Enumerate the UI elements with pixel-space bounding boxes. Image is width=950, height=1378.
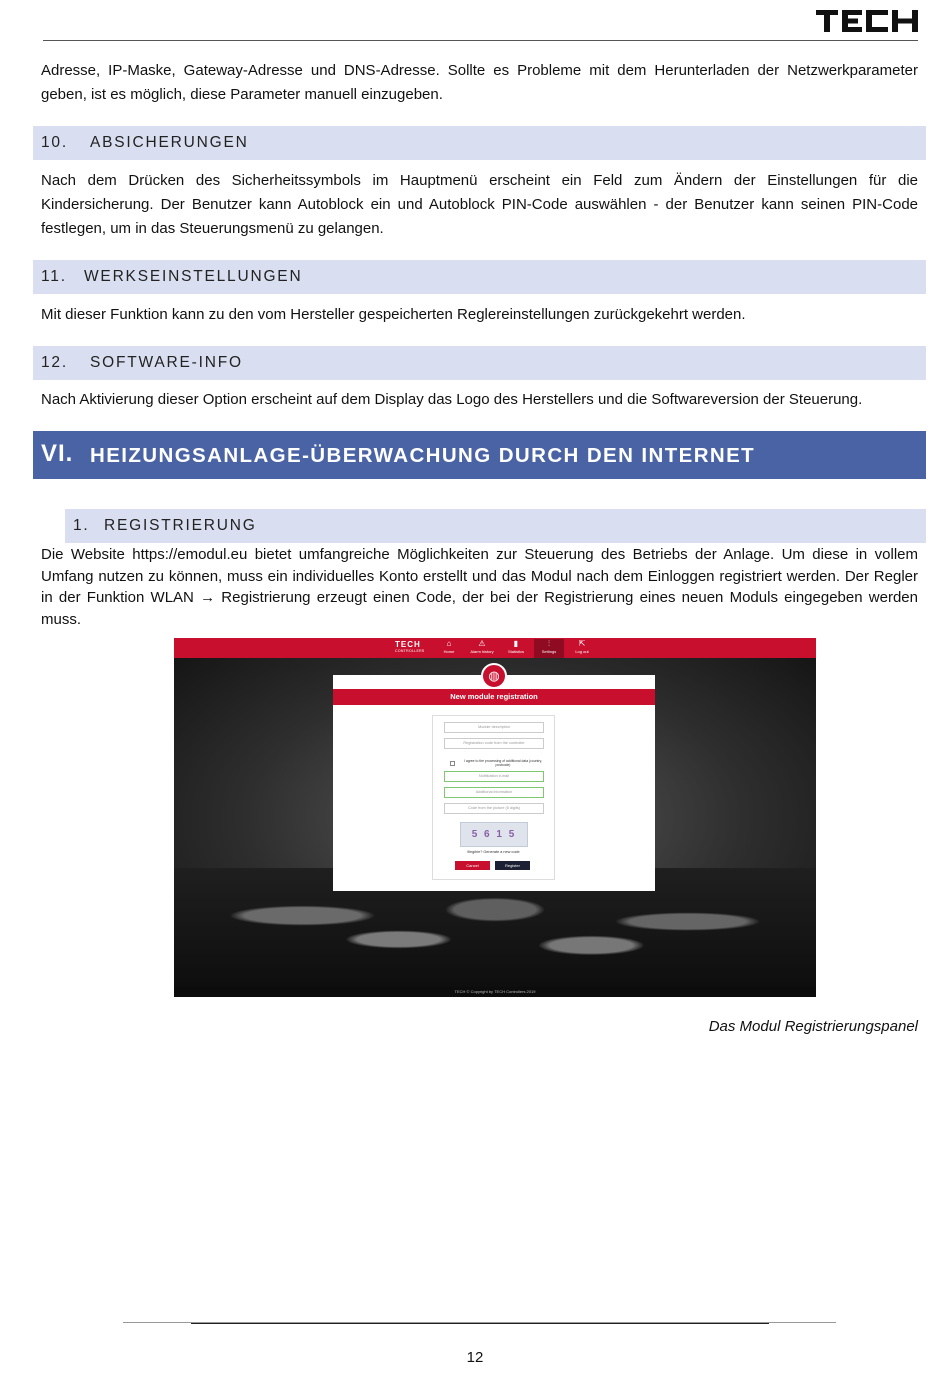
- section-heading-10: [33, 126, 926, 160]
- nav-label: Alarm history: [470, 649, 494, 654]
- nav-label: Log out: [575, 649, 589, 654]
- page-number: 12: [466, 1349, 484, 1366]
- chapter-number: VI.: [41, 440, 74, 467]
- footer-rule-inner: [191, 1323, 769, 1324]
- subsection-text: Die Website https://emodul.eu bietet umfangreiche Möglichkeiten zur Steuerung des Betriebs der Anlage. Um diese in vollem Umfang nutzen zu können, muss ein individuelles Konto erstellt und das Modul nach dem Einloggen registriert werden. Der Regler in der Funktion WLAN → Registrierung erzeugt einen Code, der bei der Registrierung eines neuen Moduls eingegeben werden muss.: [41, 546, 918, 628]
- warning-icon: ⚠: [478, 639, 486, 648]
- section-title: WERKSEINSTELLUNGEN: [84, 268, 303, 285]
- section-title: SOFTWARE-INFO: [90, 354, 243, 371]
- chapter-title: HEIZUNGSANLAGE-ÜBERWACHUNG DURCH DEN INTERNET: [90, 444, 756, 467]
- section-heading-12: [33, 346, 926, 380]
- nav-brand-name: TECH: [395, 640, 421, 649]
- nav-log-out[interactable]: [569, 639, 595, 658]
- section-12-text: Nach Aktivierung dieser Option erscheint auf dem Display das Logo des Herstellers und die Softwareversion der Steuerung.: [41, 391, 863, 408]
- intro-paragraph: Adresse, IP-Maske, Gateway-Adresse und DNS-Adresse. Sollte es Probleme mit dem Herunterladen der Netzwerkparameter geben, ist es möglich, diese Parameter manuell einzugeben.: [41, 62, 918, 103]
- nav-alarm-history[interactable]: [466, 639, 498, 658]
- cancel-button[interactable]: Cancel: [455, 861, 490, 870]
- registration-modal: [333, 668, 655, 891]
- captcha-image: 5 6 1 5: [460, 822, 528, 847]
- subsection-heading: [65, 509, 926, 543]
- nav-brand-sub: CONTROLLERS: [395, 649, 425, 653]
- registration-code-input[interactable]: Registration code from the controller: [444, 738, 544, 749]
- nav-brand: [395, 641, 425, 654]
- section-number: 11.: [41, 268, 67, 285]
- notification-email-input[interactable]: Notification e-mail: [444, 771, 544, 782]
- subsection-number: 1.: [73, 517, 90, 534]
- section-10-text: Nach dem Drücken des Sicherheitssymbols im Hauptmenü erscheint ein Feld zum Ändern der Einstellungen für die Kindersicherung. Der Benutzer kann Autoblock ein und Autoblock PIN-Code auswählen - der Benutzer kann seinen PIN-Code festlegen, um in das Steuerungsmenü zu gelangen.: [41, 172, 918, 237]
- header-rule: [43, 40, 918, 41]
- subsection-title: REGISTRIERUNG: [104, 517, 257, 534]
- screenshot-footer: TECH © Copyright by TECH Controllers 2019: [174, 987, 816, 997]
- section-number: 12.: [41, 354, 68, 371]
- section-11-text: Mit dieser Funktion kann zu den vom Hersteller gespeicherten Reglereinstellungen zurückgekehrt werden.: [41, 306, 746, 323]
- section-title: ABSICHERUNGEN: [90, 134, 249, 151]
- modal-title: New module registration: [333, 689, 655, 705]
- globe-icon: ◍: [481, 663, 507, 689]
- section-number: 10.: [41, 134, 68, 151]
- logout-icon: ⇱: [578, 639, 586, 648]
- agree-label: I agree to the processing of additional data (country, postcode): [464, 759, 542, 767]
- register-button[interactable]: Register: [495, 861, 530, 870]
- registration-screenshot: [174, 638, 816, 997]
- bar-chart-icon: ▮: [513, 639, 519, 648]
- home-icon: ⌂: [446, 639, 452, 648]
- tech-logo: [816, 10, 918, 32]
- agree-checkbox[interactable]: [450, 761, 455, 766]
- sliders-icon: ⫶: [548, 639, 550, 648]
- module-description-input[interactable]: Module description: [444, 722, 544, 733]
- nav-label: Home: [443, 649, 455, 654]
- registration-form: [432, 715, 555, 880]
- section-heading-11: [33, 260, 926, 294]
- nav-label: Settings: [541, 649, 557, 654]
- figure-caption: Das Modul Registrierungspanel: [708, 1018, 918, 1035]
- nav-settings[interactable]: [534, 639, 564, 658]
- regenerate-code-link[interactable]: Illegible? Generate a new code: [467, 850, 520, 854]
- top-nav-bar: [174, 638, 816, 658]
- additional-info-input[interactable]: Additional information: [444, 787, 544, 798]
- nav-statistics[interactable]: [503, 639, 529, 658]
- nav-home[interactable]: [437, 639, 461, 658]
- chapter-heading: [33, 431, 926, 479]
- nav-label: Statistics: [507, 649, 524, 654]
- captcha-input[interactable]: Code from the picture (5 digits): [444, 803, 544, 814]
